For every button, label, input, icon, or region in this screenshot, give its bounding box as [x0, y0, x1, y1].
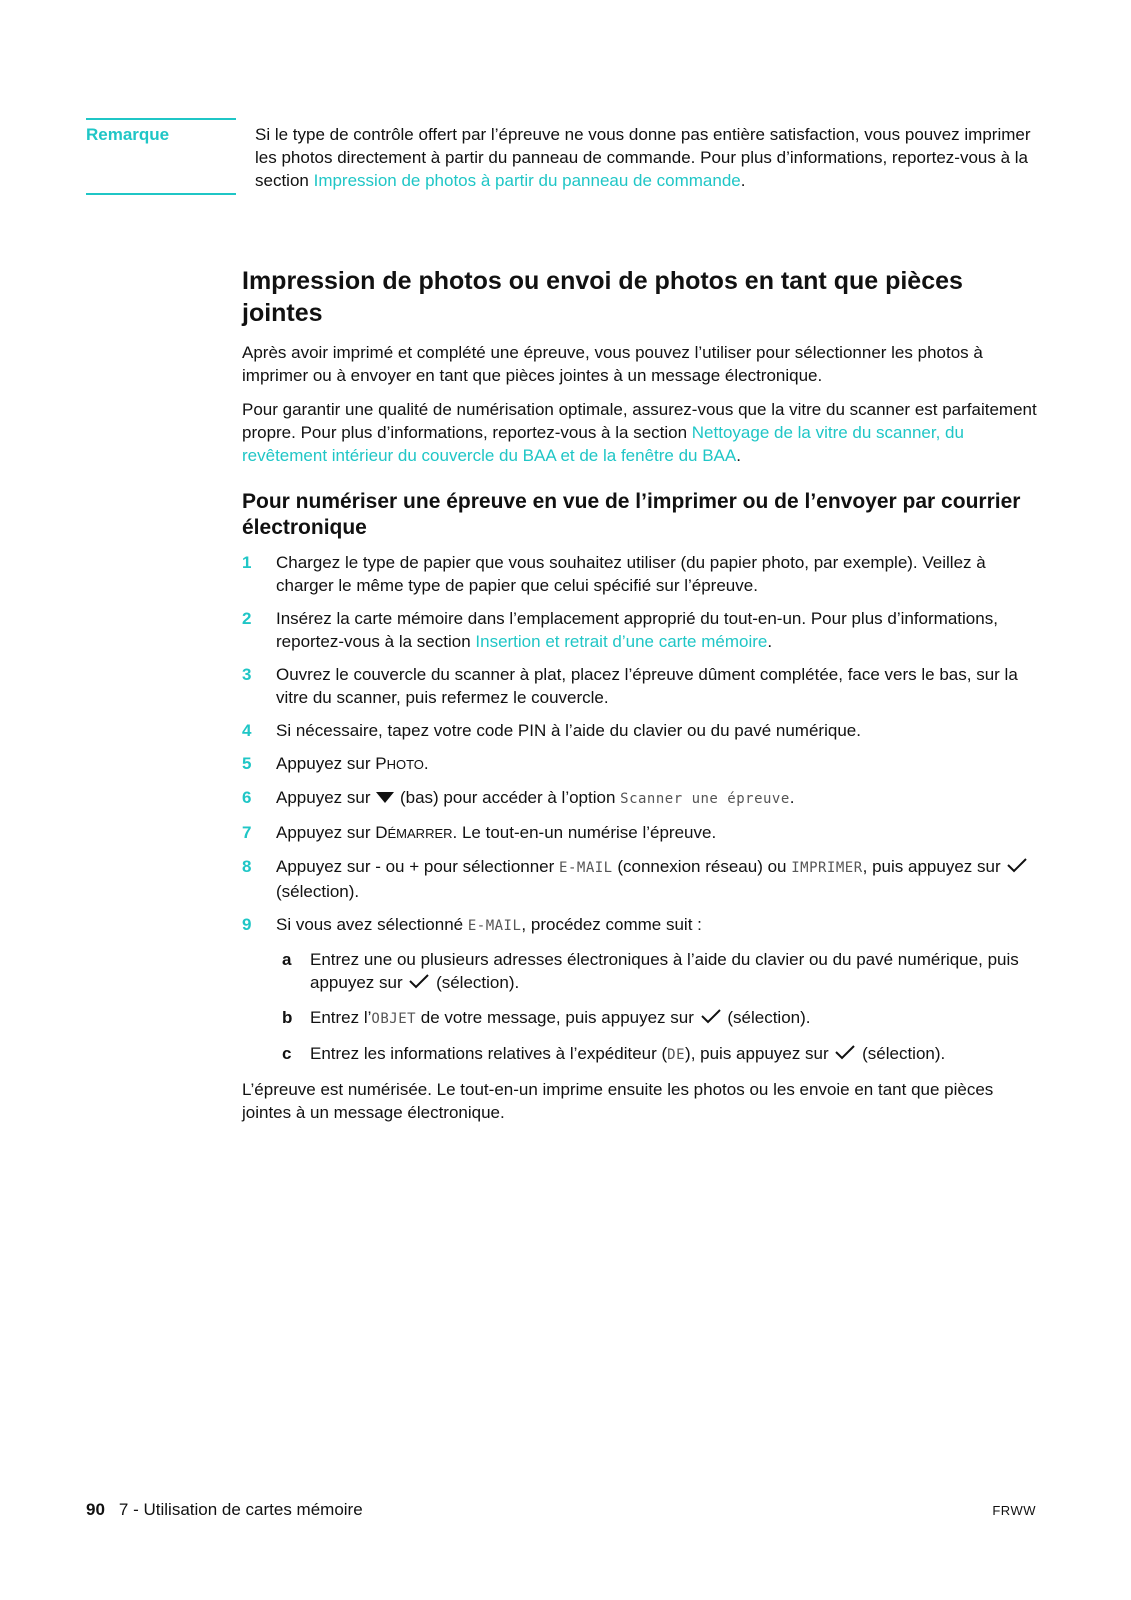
key-rest: HOTO	[386, 757, 424, 772]
lcd-from-text: DE	[667, 1047, 686, 1064]
substep-letter: c	[282, 1044, 292, 1064]
check-icon	[833, 1043, 857, 1066]
conclusion-paragraph: L’épreuve est numérisée. Le tout-en-un imprime ensuite les photos ou les envoie en tant que pièces jointes à un message électronique.	[242, 1080, 994, 1123]
step-text-mid-2: , puis appuyez sur	[862, 857, 1006, 876]
step-number: 5	[242, 754, 252, 773]
lcd-print-text: IMPRIMER	[791, 860, 863, 876]
step-text: Appuyez sur	[276, 754, 376, 773]
note-label: Remarque	[86, 125, 170, 144]
procedure-title: Pour numériser une épreuve en vue de l’imprimer ou de l’envoyer par courrier électronique	[242, 490, 1021, 539]
note-link[interactable]: Impression de photos à partir du panneau de commande	[313, 171, 741, 190]
step-number: 7	[242, 823, 252, 842]
substep-text-mid: ), puis appuyez sur	[685, 1044, 834, 1064]
substep-text: Entrez les informations relatives à l’expéditeur (	[310, 1044, 668, 1064]
step-number: 6	[242, 788, 252, 807]
page-footer	[86, 1500, 1036, 1520]
step-6	[242, 786, 1042, 811]
check-icon	[1005, 856, 1029, 879]
step-2	[242, 607, 1042, 653]
substep-text: Entrez une ou plusieurs adresses électroniques à l’aide du clavier ou du pavé numérique, puis appuyez sur	[310, 950, 1019, 992]
step-number: 1	[242, 553, 252, 572]
step-text-end: .	[423, 754, 429, 773]
step-text: Appuyez sur - ou + pour sélectionner	[276, 857, 560, 876]
memory-card-link[interactable]: Insertion et retrait d’une carte mémoire	[475, 632, 768, 651]
step-3	[242, 663, 1042, 709]
step-number: 9	[242, 915, 252, 934]
substep-text-end: (sélection).	[431, 973, 520, 992]
cleaning-link[interactable]: Nettoyage de la vitre du scanner, du revêtement intérieur du couvercle du BAA et de la fenêtre du BAA	[242, 423, 964, 465]
section-paragraph-2	[242, 398, 1042, 467]
page-number: 90	[86, 1500, 105, 1519]
note-bottom-rule	[86, 193, 236, 195]
chapter-title: 7 - Utilisation de cartes mémoire	[118, 1500, 363, 1519]
lcd-email-text: E-MAIL	[467, 918, 522, 934]
step-text-end: (sélection).	[276, 882, 360, 901]
substep-a	[242, 948, 1042, 995]
step-4	[242, 719, 1042, 742]
substep-b	[242, 1006, 1042, 1031]
step-7	[242, 821, 1042, 845]
note-text-body: Si le type de contrôle offert par l’épreuve ne vous donne pas entière satisfaction, vous pouvez imprimer les photos directement à partir du panneau de commande. Pour plus d’informations, reportez-vous à la section	[255, 125, 1031, 190]
paragraph-2-body: Pour garantir une qualité de numérisation optimale, assurez-vous que la vitre du scanner est parfaitement propre. Pour plus d’informations, reportez-vous à la section	[242, 400, 1037, 442]
step-text-end: .	[789, 788, 795, 807]
substep-text: Entrez l’	[310, 1008, 372, 1028]
note-top-rule	[86, 118, 236, 120]
step-text-end: , procédez comme suit :	[521, 915, 702, 934]
step-1	[242, 551, 1042, 597]
step-number: 4	[242, 721, 252, 740]
check-icon	[407, 972, 431, 995]
paragraph-2-end: .	[736, 446, 741, 465]
key-initial: D	[375, 823, 388, 842]
section-title: Impression de photos ou envoi de photos en tant que pièces jointes	[242, 267, 963, 327]
section-paragraph-1: Après avoir imprimé et complété une épreuve, vous pouvez l’utiliser pour sélectionner les photos à imprimer ou à envoyer en tant que pièces jointes à un message électronique.	[242, 343, 983, 385]
step-number: 2	[242, 609, 252, 628]
step-text: Si vous avez sélectionné	[276, 915, 468, 934]
procedure-steps	[242, 551, 1042, 1067]
note-text-end: .	[740, 171, 746, 190]
step-text: Ouvrez le couvercle du scanner à plat, placez l’épreuve dûment complétée, face vers le bas, sur la vitre du scanner, puis refermez le couvercle.	[276, 665, 1018, 707]
start-key-label	[375, 823, 452, 842]
step-8	[242, 855, 1042, 903]
locale-code: FRWW	[992, 1503, 1036, 1518]
substep-c	[242, 1042, 1042, 1067]
lcd-subject-text: OBJET	[371, 1011, 417, 1028]
down-arrow-icon	[375, 787, 395, 810]
step-text: Chargez le type de papier que vous souhaitez utiliser (du papier photo, par exemple). Veillez à charger le même type de papier que celui spécifié sur l’épreuve.	[276, 553, 986, 595]
substep-letter: b	[282, 1008, 293, 1028]
main-content	[242, 265, 1042, 1135]
step-text-end: .	[767, 632, 773, 651]
step-9	[242, 913, 1042, 938]
step-5	[242, 752, 1042, 776]
step-text: Appuyez sur	[276, 788, 376, 807]
step-number: 3	[242, 665, 252, 684]
note-text	[255, 123, 1045, 192]
step-number: 8	[242, 857, 252, 876]
key-rest: ÉMARRER	[387, 826, 453, 841]
key-initial: P	[375, 754, 387, 773]
step-text: Appuyez sur	[276, 823, 376, 842]
check-icon	[699, 1007, 723, 1030]
step-text-mid: (connexion réseau) ou	[612, 857, 792, 876]
step-text-mid: (bas) pour accéder à l’option	[395, 788, 621, 807]
photo-key-label	[375, 754, 424, 773]
substep-text-end: (sélection).	[857, 1044, 946, 1064]
substep-text-mid: de votre message, puis appuyez sur	[416, 1008, 699, 1028]
step-text-end: . Le tout-en-un numérise l’épreuve.	[452, 823, 717, 842]
substep-letter: a	[282, 950, 292, 969]
step-text: Insérez la carte mémoire dans l’emplacement approprié du tout-en-un. Pour plus d’informations, reportez-vous à la section	[276, 609, 998, 651]
lcd-email-text: E-MAIL	[559, 860, 613, 876]
step-text: Si nécessaire, tapez votre code PIN à l’aide du clavier ou du pavé numérique.	[276, 721, 861, 740]
substep-text-end: (sélection).	[722, 1008, 811, 1028]
lcd-option-text: Scanner une épreuve	[620, 791, 790, 807]
